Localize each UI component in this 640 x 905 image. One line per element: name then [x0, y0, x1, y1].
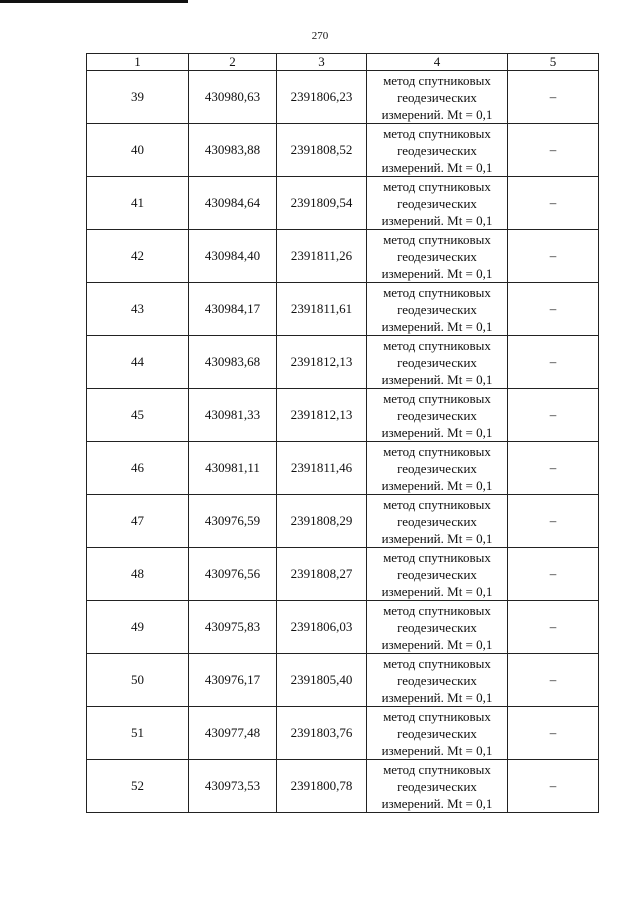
- method-line-3: измерений. Mt = 0,1: [381, 530, 493, 546]
- x-coordinate-cell: 430980,63: [189, 71, 277, 124]
- x-coordinate-cell: 430976,59: [189, 495, 277, 548]
- note-cell: –: [508, 336, 599, 389]
- point-number-cell: 49: [87, 601, 189, 654]
- table-row: [87, 760, 599, 813]
- column-header-5: 5: [508, 54, 599, 71]
- point-number-cell: 40: [87, 124, 189, 177]
- method-line-2: геодезических: [397, 619, 477, 635]
- method-line-1: метод спутниковых: [383, 284, 491, 300]
- note-cell: –: [508, 601, 599, 654]
- note-cell: –: [508, 389, 599, 442]
- table-row: [87, 124, 599, 177]
- y-coordinate-cell: 2391809,54: [277, 177, 367, 230]
- method-cell: [367, 71, 508, 124]
- point-number-cell: 46: [87, 442, 189, 495]
- point-number-cell: 47: [87, 495, 189, 548]
- method-line-3: измерений. Mt = 0,1: [381, 742, 493, 758]
- y-coordinate-cell: 2391808,52: [277, 124, 367, 177]
- note-cell: –: [508, 707, 599, 760]
- point-number-cell: 51: [87, 707, 189, 760]
- table-row: [87, 71, 599, 124]
- x-coordinate-cell: 430981,11: [189, 442, 277, 495]
- note-cell: –: [508, 495, 599, 548]
- method-line-2: геодезических: [397, 142, 477, 158]
- y-coordinate-cell: 2391803,76: [277, 707, 367, 760]
- method-cell: [367, 177, 508, 230]
- y-coordinate-cell: 2391812,13: [277, 389, 367, 442]
- y-coordinate-cell: 2391806,23: [277, 71, 367, 124]
- y-coordinate-cell: 2391811,46: [277, 442, 367, 495]
- point-number-cell: 45: [87, 389, 189, 442]
- method-line-3: измерений. Mt = 0,1: [381, 371, 493, 387]
- method-line-2: геодезических: [397, 778, 477, 794]
- x-coordinate-cell: 430973,53: [189, 760, 277, 813]
- table-row: [87, 601, 599, 654]
- column-header-3: 3: [277, 54, 367, 71]
- method-line-3: измерений. Mt = 0,1: [381, 477, 493, 493]
- y-coordinate-cell: 2391811,61: [277, 283, 367, 336]
- table-row: [87, 548, 599, 601]
- method-line-3: измерений. Mt = 0,1: [381, 106, 493, 122]
- method-cell: [367, 495, 508, 548]
- table-row: [87, 283, 599, 336]
- table-row: [87, 495, 599, 548]
- x-coordinate-cell: 430976,56: [189, 548, 277, 601]
- y-coordinate-cell: 2391812,13: [277, 336, 367, 389]
- point-number-cell: 39: [87, 71, 189, 124]
- point-number-cell: 43: [87, 283, 189, 336]
- method-cell: [367, 336, 508, 389]
- table-row: [87, 707, 599, 760]
- note-cell: –: [508, 177, 599, 230]
- note-cell: –: [508, 760, 599, 813]
- y-coordinate-cell: 2391808,27: [277, 548, 367, 601]
- method-cell: [367, 548, 508, 601]
- note-cell: –: [508, 654, 599, 707]
- method-line-1: метод спутниковых: [383, 178, 491, 194]
- method-cell: [367, 707, 508, 760]
- method-line-1: метод спутниковых: [383, 231, 491, 247]
- method-cell: [367, 442, 508, 495]
- table-row: [87, 177, 599, 230]
- x-coordinate-cell: 430984,17: [189, 283, 277, 336]
- table-row: [87, 442, 599, 495]
- x-coordinate-cell: 430984,40: [189, 230, 277, 283]
- method-cell: [367, 389, 508, 442]
- method-line-1: метод спутниковых: [383, 443, 491, 459]
- note-cell: –: [508, 124, 599, 177]
- table-body: [87, 71, 599, 813]
- x-coordinate-cell: 430983,88: [189, 124, 277, 177]
- method-line-2: геодезических: [397, 513, 477, 529]
- method-line-3: измерений. Mt = 0,1: [381, 318, 493, 334]
- y-coordinate-cell: 2391800,78: [277, 760, 367, 813]
- point-number-cell: 42: [87, 230, 189, 283]
- page-number: 270: [311, 30, 329, 42]
- method-line-3: измерений. Mt = 0,1: [381, 265, 493, 281]
- method-line-2: геодезических: [397, 407, 477, 423]
- note-cell: –: [508, 442, 599, 495]
- method-line-3: измерений. Mt = 0,1: [381, 424, 493, 440]
- y-coordinate-cell: 2391811,26: [277, 230, 367, 283]
- point-number-cell: 52: [87, 760, 189, 813]
- x-coordinate-cell: 430984,64: [189, 177, 277, 230]
- method-line-1: метод спутниковых: [383, 655, 491, 671]
- x-coordinate-cell: 430981,33: [189, 389, 277, 442]
- method-line-1: метод спутниковых: [383, 496, 491, 512]
- method-line-1: метод спутниковых: [383, 708, 491, 724]
- table-row: [87, 389, 599, 442]
- method-line-1: метод спутниковых: [383, 125, 491, 141]
- coordinates-table: [86, 53, 599, 813]
- method-line-2: геодезических: [397, 460, 477, 476]
- method-line-3: измерений. Mt = 0,1: [381, 159, 493, 175]
- x-coordinate-cell: 430983,68: [189, 336, 277, 389]
- method-line-3: измерений. Mt = 0,1: [381, 795, 493, 811]
- y-coordinate-cell: 2391808,29: [277, 495, 367, 548]
- method-line-3: измерений. Mt = 0,1: [381, 583, 493, 599]
- method-line-2: геодезических: [397, 195, 477, 211]
- note-cell: –: [508, 71, 599, 124]
- method-line-2: геодезических: [397, 354, 477, 370]
- column-header-1: 1: [87, 54, 189, 71]
- method-line-1: метод спутниковых: [383, 390, 491, 406]
- x-coordinate-cell: 430977,48: [189, 707, 277, 760]
- note-cell: –: [508, 548, 599, 601]
- method-line-2: геодезических: [397, 301, 477, 317]
- method-line-1: метод спутниковых: [383, 72, 491, 88]
- note-cell: –: [508, 283, 599, 336]
- point-number-cell: 41: [87, 177, 189, 230]
- y-coordinate-cell: 2391806,03: [277, 601, 367, 654]
- method-cell: [367, 760, 508, 813]
- x-coordinate-cell: 430976,17: [189, 654, 277, 707]
- method-cell: [367, 283, 508, 336]
- point-number-cell: 50: [87, 654, 189, 707]
- method-line-3: измерений. Mt = 0,1: [381, 689, 493, 705]
- method-line-2: геодезических: [397, 672, 477, 688]
- y-coordinate-cell: 2391805,40: [277, 654, 367, 707]
- column-header-2: 2: [189, 54, 277, 71]
- method-cell: [367, 654, 508, 707]
- method-line-2: геодезических: [397, 566, 477, 582]
- method-cell: [367, 124, 508, 177]
- method-line-1: метод спутниковых: [383, 337, 491, 353]
- method-line-1: метод спутниковых: [383, 549, 491, 565]
- note-cell: –: [508, 230, 599, 283]
- x-coordinate-cell: 430975,83: [189, 601, 277, 654]
- top-rule: [0, 0, 188, 3]
- method-line-2: геодезических: [397, 248, 477, 264]
- method-line-1: метод спутниковых: [383, 761, 491, 777]
- header-row: [87, 54, 599, 71]
- method-cell: [367, 601, 508, 654]
- method-line-3: измерений. Mt = 0,1: [381, 212, 493, 228]
- method-line-3: измерений. Mt = 0,1: [381, 636, 493, 652]
- point-number-cell: 48: [87, 548, 189, 601]
- method-cell: [367, 230, 508, 283]
- table-row: [87, 336, 599, 389]
- method-line-1: метод спутниковых: [383, 602, 491, 618]
- point-number-cell: 44: [87, 336, 189, 389]
- method-line-2: геодезических: [397, 725, 477, 741]
- table-row: [87, 654, 599, 707]
- column-header-4: 4: [367, 54, 508, 71]
- table-row: [87, 230, 599, 283]
- method-line-2: геодезических: [397, 89, 477, 105]
